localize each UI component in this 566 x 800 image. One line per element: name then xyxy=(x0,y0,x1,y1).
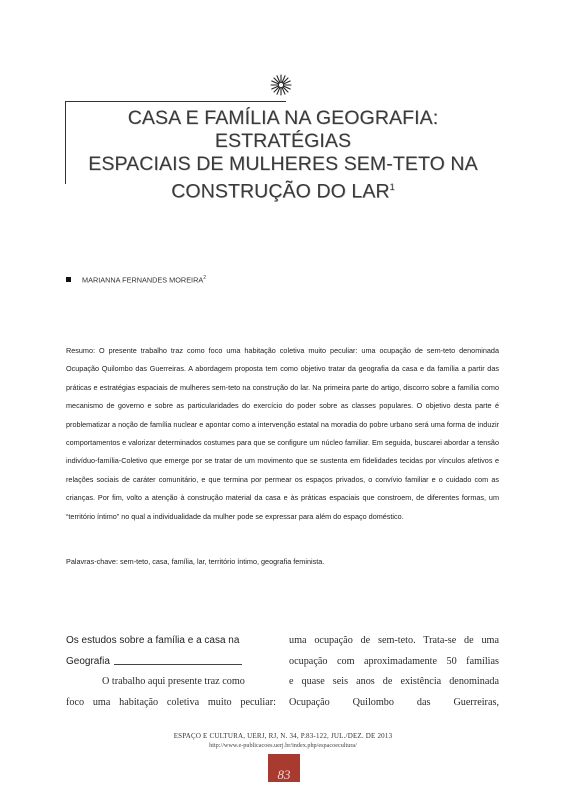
body-right-line-2: ocupação com aproximadamente 50 famílias xyxy=(289,655,499,667)
section-heading-line-2 xyxy=(66,652,276,673)
body-right-line-3: e quase seis anos de existência denominada xyxy=(289,676,499,687)
body-right-line-1: uma ocupação de sem-teto. Trata-se de uma xyxy=(289,635,499,646)
title-line-1: CASA E FAMÍLIA NA GEOGRAFIA: ESTRATÉGIAS xyxy=(127,107,439,152)
bullet-square-icon xyxy=(66,277,71,282)
title-line-3-text: CONSTRUÇÃO DO LAR xyxy=(171,180,390,203)
title-footnote-marker: 1 xyxy=(389,182,395,192)
title-line-2: ESPACIAIS DE MULHERES SEM-TETO NA xyxy=(88,153,478,175)
section-heading-line-1: Os estudos sobre a família e a casa na xyxy=(66,635,240,646)
footer-journal-citation: ESPAÇO E CULTURA, UERJ, RJ, N. 34, P.83-122, JUL./DEZ. DE 2013 xyxy=(173,732,393,740)
body-left-column xyxy=(66,631,276,713)
article-title xyxy=(62,107,504,204)
author-name: MARIANNA FERNANDES MOREIRA xyxy=(82,275,204,285)
title-line-3 xyxy=(62,176,504,204)
footer-url: http://www.e-publicacoes.uerj.br/index.php/espacoecultura/ xyxy=(209,742,357,749)
body-right-column xyxy=(289,631,499,713)
body-right-line-4: Ocupação Quilombo das Guerreiras, xyxy=(289,696,499,708)
sunburst-ornament-icon xyxy=(270,74,292,96)
keywords-line: Palavras-chave: sem-teto, casa, família, lar, território íntimo, geografia feminista. xyxy=(66,557,325,566)
author-name-wrap xyxy=(82,275,206,284)
body-left-line-2: foco uma habitação coletiva muito peculiar: xyxy=(66,696,276,708)
author-line xyxy=(66,275,206,284)
abstract-paragraph: Resumo: O presente trabalho traz como foco uma habitação coletiva muito peculiar: uma ocupação de sem-teto denominada Ocupação Quilombo das Guerreiras. A abordagem proposta tem como objetivo tratar da geografia da casa e da família a partir das práticas e estratégias espaciais de mulheres sem-teto na construção do lar. Na primeira parte do artigo, discorro sobre a família como mecanismo de governo e sobre as particularidades do exercício do poder sobre as classes populares. O objetivo desta parte é problematizar a noção de família nuclear e apontar como a intervenção estatal na moradia do pobre urbano será uma forma de induzir comportamentos e valorizar determinados costumes para que se configure um núcleo familiar. Em seguida, buscarei abordar a tensão indivíduo-família-Coletivo que emerge por se tratar de um movimento que se sustenta em fidelidades tecidas por vínculos afetivos e relações sociais de caráter comunitário, e que termina por permear os espaços privados, o convívio familiar e o cuidado com as crianças. Por fim, volto a atenção à construção material da casa e às práticas espaciais que constroem, de diferentes formas, um “território íntimo” no qual a individualidade da mulher pode se expressar para além do espaço doméstico. xyxy=(66,346,499,521)
section-heading-rule xyxy=(114,663,242,665)
section-heading-word: Geografia xyxy=(66,655,110,667)
body-left-line-1: O trabalho aqui presente traz como xyxy=(102,676,245,687)
page-number: 83 xyxy=(268,754,300,782)
author-footnote-marker: 2 xyxy=(203,275,207,281)
